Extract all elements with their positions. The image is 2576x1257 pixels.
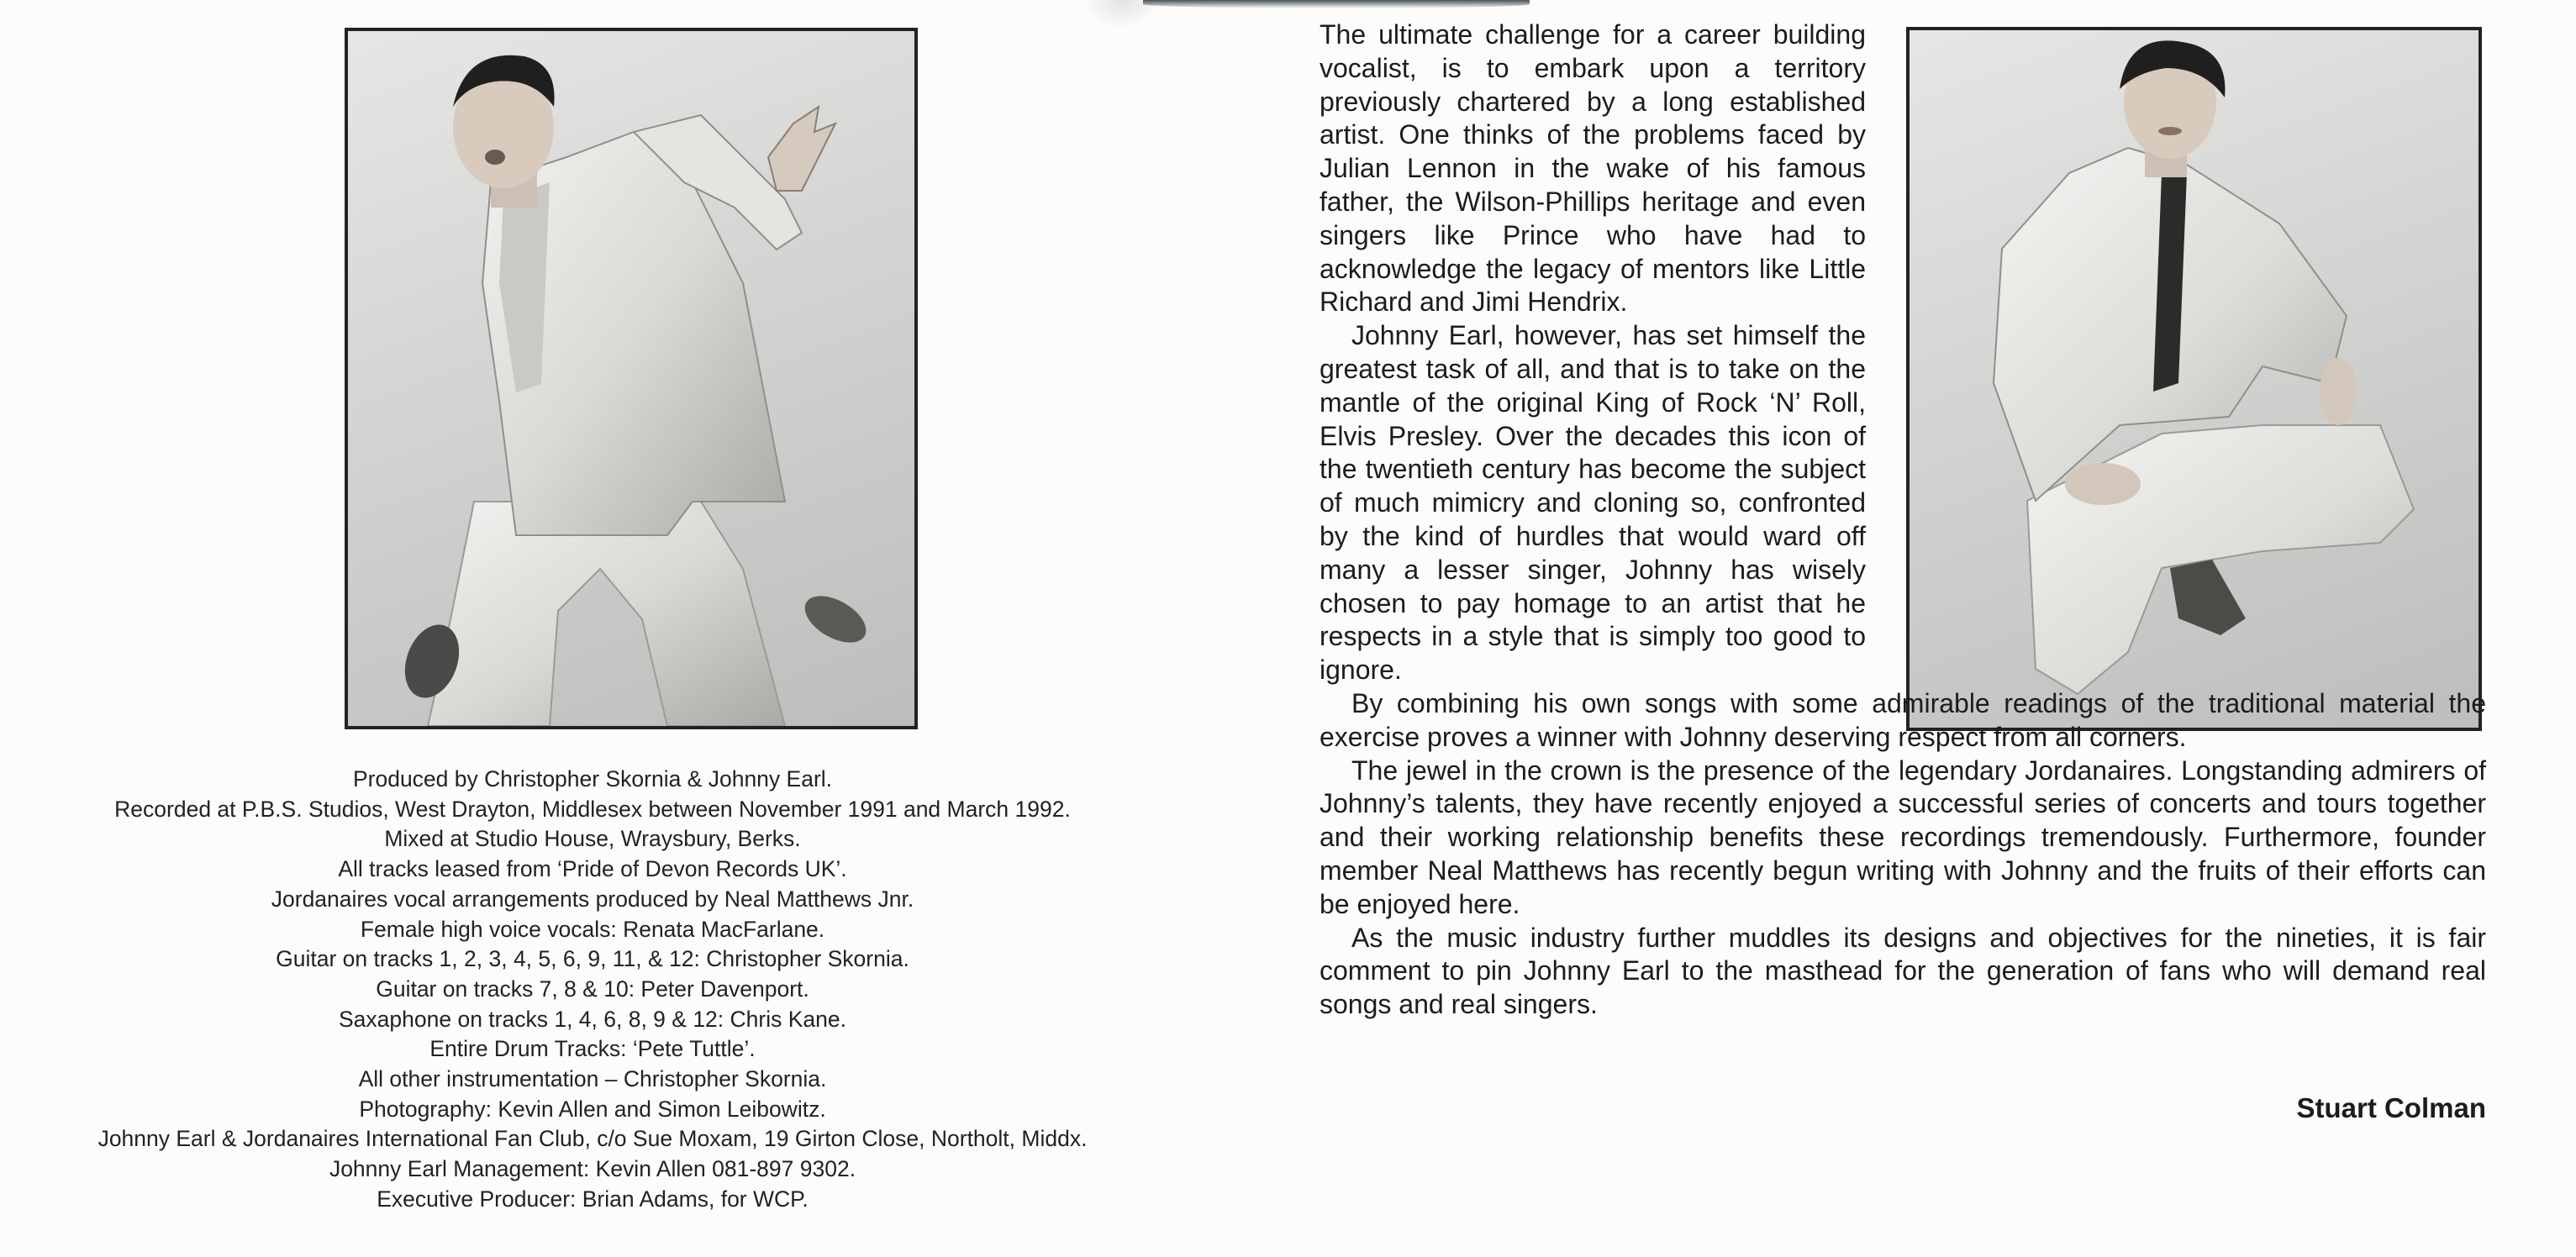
essay-paragraph-3: By combining his own songs with some admirable readings of the traditional material the exercise proves a winner with Johnny deserving respect from all corners. xyxy=(1320,687,2486,752)
essay-paragraph-4: The jewel in the crown is the presence of the legendary Jordanaires. Longstanding admirers of Johnny’s talents, they have recently enjoyed a successful series of concerts and tours together and their working relationship benefits these recordings tremendously. Furthermore, founder member Neal Matthews has recently begun writing with Johnny and the fruits of their efforts can be enjoyed here. xyxy=(1320,755,2486,919)
essay-paragraph-5: As the music industry further muddles its designs and objectives for the nineties, it is fair comment to pin Johnny Earl to the masthead for the generation of fans who will demand real songs and real singers. xyxy=(1320,922,2486,1020)
credit-line: Executive Producer: Brian Adams, for WCP. xyxy=(377,1186,809,1212)
credit-line: Guitar on tracks 7, 8 & 10: Peter Davenport. xyxy=(376,976,809,1002)
essay-paragraph-2: Johnny Earl, however, has set himself the greatest task of all, and that is to take on the mantle of the original King of Rock ‘N’ Roll, Elvis Presley. Over the decades this icon of the twentieth century has become the subject of much mimicry and cloning so, confronted by the kind of hurdles that would ward off many a lesser singer, Johnny has wisely chosen to pay homage to an artist that he respects in a style that is simply too good to ignore. xyxy=(1320,320,1866,686)
author-signature: Stuart Colman xyxy=(2296,1092,2486,1123)
credit-line: All other instrumentation – Christopher Skornia. xyxy=(358,1066,827,1092)
credit-line: All tracks leased from ‘Pride of Devon Records UK’. xyxy=(338,856,847,882)
credit-line: Guitar on tracks 1, 2, 3, 4, 5, 6, 9, 11, & 12: Christopher Skornia. xyxy=(276,946,909,972)
scan-edge-shadow xyxy=(1143,0,1530,8)
credit-line: Jordanaires vocal arrangements produced by Neal Matthews Jnr. xyxy=(271,886,914,912)
credit-line: Recorded at P.B.S. Studios, West Drayton, Middlesex between November 1991 and March 1992. xyxy=(114,796,1071,822)
essay-paragraph-1: The ultimate challenge for a career building vocalist, is to embark upon a territory previously chartered by a long established artist. One thinks of the problems faced by Julian Lennon in the wake of his famous father, the Wilson-Phillips heritage and even singers like Prince who have had to acknowledge the legacy of mentors like Little Richard and Jimi Hendrix. xyxy=(1320,19,1866,318)
credit-line: Female high voice vocals: Renata MacFarlane. xyxy=(360,916,825,942)
credit-line: Saxaphone on tracks 1, 4, 6, 8, 9 & 12: Chris Kane. xyxy=(339,1006,846,1032)
credit-line: Entire Drum Tracks: ‘Pete Tuttle’. xyxy=(429,1036,756,1062)
credit-line: Mixed at Studio House, Wraysbury, Berks. xyxy=(384,826,801,852)
credit-line: Photography: Kevin Allen and Simon Leibowitz. xyxy=(359,1096,826,1122)
credit-line: Produced by Christopher Skornia & Johnny Earl. xyxy=(352,766,833,792)
credit-line: Johnny Earl Management: Kevin Allen 081-897 9302. xyxy=(329,1156,856,1182)
credit-line: Johnny Earl & Jordanaires International Fan Club, c/o Sue Moxam, 19 Girton Close, Northolt, Middx. xyxy=(97,1126,1088,1152)
credits-block xyxy=(50,765,1135,1215)
liner-notes-essay xyxy=(1320,18,2486,1022)
photo-singer-pointing xyxy=(345,28,918,729)
singer-pointing-illustration xyxy=(348,31,914,726)
